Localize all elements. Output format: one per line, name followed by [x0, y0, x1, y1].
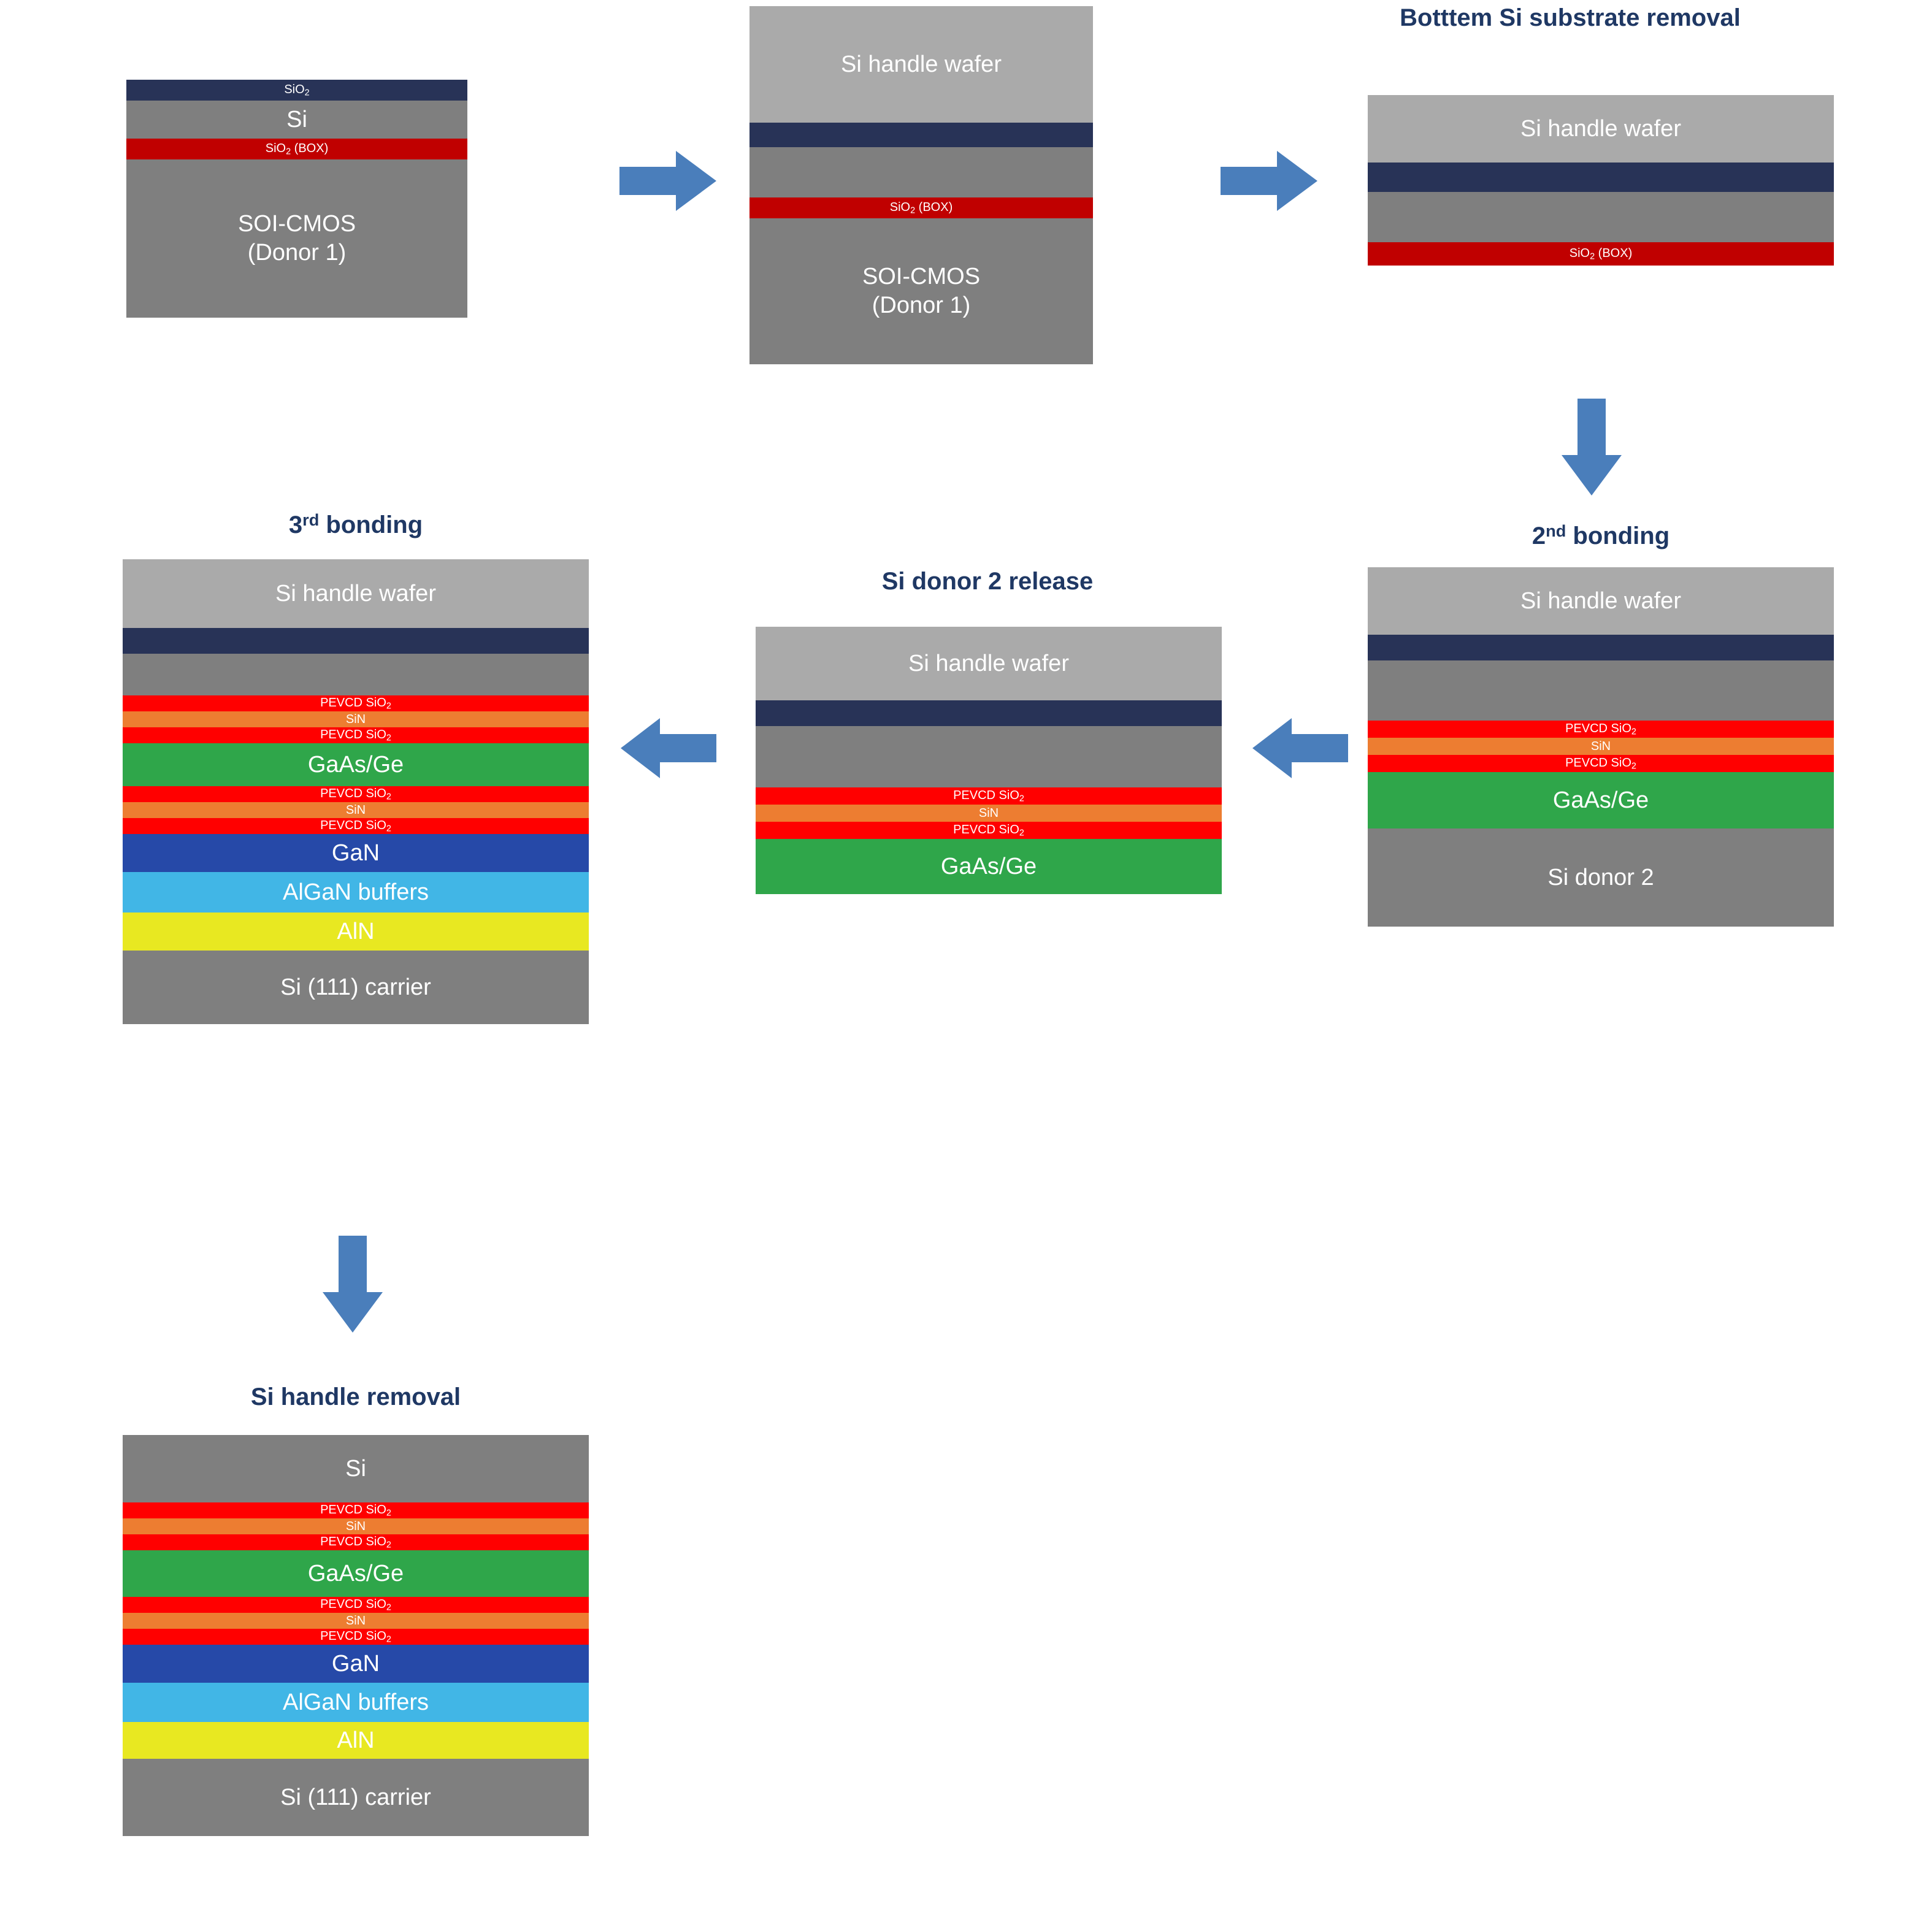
layer-pecvd-sio2-4	[123, 1629, 589, 1645]
layer-label-gaas-ge: GaAs/Ge	[940, 854, 1037, 879]
layer-bond-interface	[749, 123, 1093, 147]
stack-step5-donor2-release	[756, 627, 1222, 894]
layer-si-thin	[123, 654, 589, 695]
layer-label-pecvd-sio2: PEVCD SiO$_2$	[320, 1629, 391, 1645]
layer-si-thin	[1368, 660, 1834, 721]
layer-si-donor2	[1368, 828, 1834, 927]
layer-label-pecvd-sio2: PEVCD SiO$_2$	[320, 695, 391, 711]
layer-label-pecvd-sio2: PEVCD SiO$_2$	[320, 1534, 391, 1550]
caption-text: Si handle removal	[250, 1383, 461, 1410]
layer-sin	[756, 805, 1222, 822]
layer-label-si: Si	[345, 1456, 366, 1482]
arrow-step4-to-step5	[1251, 714, 1349, 782]
stack-step7-handle-removal	[123, 1435, 589, 1836]
caption-second-bonding	[1368, 521, 1834, 550]
stack-step4-second-bonding	[1368, 567, 1834, 927]
stack-step6-third-bonding	[123, 559, 589, 1024]
layer-si111-carrier	[123, 1759, 589, 1836]
layer-gaas-ge	[123, 1550, 589, 1597]
layer-pecvd-sio2-top	[756, 787, 1222, 805]
layer-si-thin	[1368, 192, 1834, 242]
layer-label-aln: AlN	[337, 1728, 375, 1753]
layer-bond-interface	[123, 628, 589, 654]
layer-sio2-box	[749, 197, 1093, 218]
layer-bond-interface	[756, 700, 1222, 726]
layer-label-sin: SiN	[345, 1614, 366, 1628]
layer-pecvd-sio2-3	[123, 1597, 589, 1613]
stack-step1-soi-cmos	[126, 80, 467, 318]
caption-text-post: bonding	[1566, 522, 1670, 550]
layer-label-sio2: SiO$_2$	[284, 82, 310, 98]
layer-gan	[123, 1645, 589, 1683]
layer-label-algan-buffers: AlGaN buffers	[283, 879, 429, 905]
layer-label-sio2-box: SiO$_2$ (BOX)	[1569, 246, 1633, 262]
layer-sio2-box	[126, 139, 467, 159]
layer-sin-2	[123, 1613, 589, 1629]
layer-pecvd-sio2-bottom	[1368, 755, 1834, 772]
layer-si-handle-wafer	[756, 627, 1222, 700]
layer-label-si-donor2: Si donor 2	[1547, 865, 1654, 890]
arrow-step3-to-step4	[1558, 399, 1625, 497]
caption-text-pre: 2	[1531, 522, 1546, 550]
layer-soi-cmos-donor1	[126, 159, 467, 318]
layer-bond-interface	[1368, 163, 1834, 192]
caption-ordinal: rd	[302, 510, 320, 529]
layer-label-gaas-ge: GaAs/Ge	[307, 752, 404, 778]
caption-si-handle-removal	[123, 1383, 589, 1411]
layer-label-sin: SiN	[345, 1520, 366, 1533]
layer-label-sin: SiN	[345, 803, 366, 817]
caption-text-pre: 3	[288, 511, 303, 539]
layer-si	[123, 1435, 589, 1502]
layer-label-soi-cmos: SOI-CMOS	[862, 263, 981, 289]
layer-label-sin: SiN	[345, 713, 366, 726]
layer-label-si111-carrier: Si (111) carrier	[280, 1785, 431, 1810]
layer-si	[126, 101, 467, 139]
caption-si-donor2-release	[754, 567, 1221, 595]
layer-si-handle-wafer	[1368, 95, 1834, 163]
layer-si-handle-wafer	[749, 6, 1093, 123]
arrow-step2-to-step3	[1221, 147, 1319, 215]
layer-label-pecvd-sio2: PEVCD SiO$_2$	[953, 822, 1024, 838]
layer-sin	[1368, 738, 1834, 755]
caption-text: Si donor 2 release	[881, 568, 1094, 595]
layer-label-si111-carrier: Si (111) carrier	[280, 974, 431, 1000]
layer-label-sin: SiN	[978, 806, 999, 820]
layer-label-si-handle-wafer: Si handle wafer	[841, 52, 1002, 77]
layer-label-si-handle-wafer: Si handle wafer	[1520, 588, 1681, 614]
layer-label-donor1: (Donor 1)	[872, 293, 971, 318]
layer-si-handle-wafer	[1368, 567, 1834, 635]
layer-pecvd-sio2-1	[123, 695, 589, 711]
layer-pecvd-sio2-3	[123, 786, 589, 802]
layer-aln	[123, 913, 589, 951]
layer-label-si-handle-wafer: Si handle wafer	[275, 581, 436, 606]
layer-label-pecvd-sio2: PEVCD SiO$_2$	[320, 786, 391, 802]
layer-aln	[123, 1722, 589, 1759]
layer-label-gaas-ge: GaAs/Ge	[307, 1561, 404, 1586]
layer-label-soi-cmos: SOI-CMOS	[237, 210, 356, 237]
caption-text: Botttem Si substrate removal	[1400, 4, 1741, 31]
arrow-step1-to-step2	[619, 147, 718, 215]
layer-algan-buffers	[123, 872, 589, 913]
layer-bond-interface	[1368, 635, 1834, 660]
layer-label-donor1: (Donor 1)	[247, 240, 347, 266]
layer-label-pecvd-sio2: PEVCD SiO$_2$	[320, 818, 391, 834]
layer-label-gan: GaN	[331, 1651, 380, 1677]
caption-ordinal: nd	[1546, 521, 1566, 540]
layer-pecvd-sio2-top	[1368, 721, 1834, 738]
layer-label-sio2-box: SiO$_2$ (BOX)	[265, 141, 329, 157]
layer-label-pecvd-sio2: PEVCD SiO$_2$	[1565, 756, 1636, 771]
layer-gaas-ge	[756, 839, 1222, 894]
layer-sio2-box	[1368, 242, 1834, 266]
layer-label-sin: SiN	[1590, 740, 1611, 753]
stack-step2-first-bonding	[749, 6, 1093, 364]
layer-sin-2	[123, 802, 589, 818]
caption-bottom-si-removal	[1368, 4, 1773, 32]
layer-label-sio2-box: SiO$_2$ (BOX)	[889, 200, 953, 216]
layer-label-algan-buffers: AlGaN buffers	[283, 1689, 429, 1715]
stack-step3-bottom-removal	[1368, 95, 1834, 266]
layer-sin-1	[123, 1518, 589, 1534]
layer-label-aln: AlN	[337, 919, 375, 944]
arrow-step5-to-step6	[619, 714, 718, 782]
layer-label-gan: GaN	[331, 840, 380, 866]
layer-label-pecvd-sio2: PEVCD SiO$_2$	[1565, 721, 1636, 737]
layer-soi-cmos-donor1	[749, 218, 1093, 364]
layer-label-pecvd-sio2: PEVCD SiO$_2$	[320, 727, 391, 743]
layer-si-thin	[749, 147, 1093, 197]
layer-label-pecvd-sio2: PEVCD SiO$_2$	[320, 1502, 391, 1518]
layer-pecvd-sio2-1	[123, 1502, 589, 1518]
layer-label-si-handle-wafer: Si handle wafer	[908, 651, 1069, 676]
layer-algan-buffers	[123, 1683, 589, 1722]
arrow-step6-to-step7	[319, 1236, 386, 1334]
layer-si-handle-wafer	[123, 559, 589, 628]
layer-si111-carrier	[123, 951, 589, 1024]
layer-label-si-handle-wafer: Si handle wafer	[1520, 116, 1681, 142]
layer-label-pecvd-sio2: PEVCD SiO$_2$	[953, 788, 1024, 804]
layer-gan	[123, 834, 589, 872]
layer-sio2	[126, 80, 467, 101]
layer-pecvd-sio2-bottom	[756, 822, 1222, 839]
layer-label-pecvd-sio2: PEVCD SiO$_2$	[320, 1597, 391, 1613]
caption-text-post: bonding	[319, 511, 423, 539]
layer-sin-1	[123, 711, 589, 727]
layer-pecvd-sio2-4	[123, 818, 589, 834]
layer-label-gaas-ge: GaAs/Ge	[1552, 787, 1649, 813]
layer-si-thin	[756, 726, 1222, 787]
layer-gaas-ge	[1368, 772, 1834, 828]
layer-pecvd-sio2-2	[123, 1534, 589, 1550]
layer-pecvd-sio2-2	[123, 727, 589, 743]
layer-gaas-ge	[123, 743, 589, 786]
caption-third-bonding	[123, 510, 589, 539]
layer-label-si: Si	[286, 107, 307, 132]
